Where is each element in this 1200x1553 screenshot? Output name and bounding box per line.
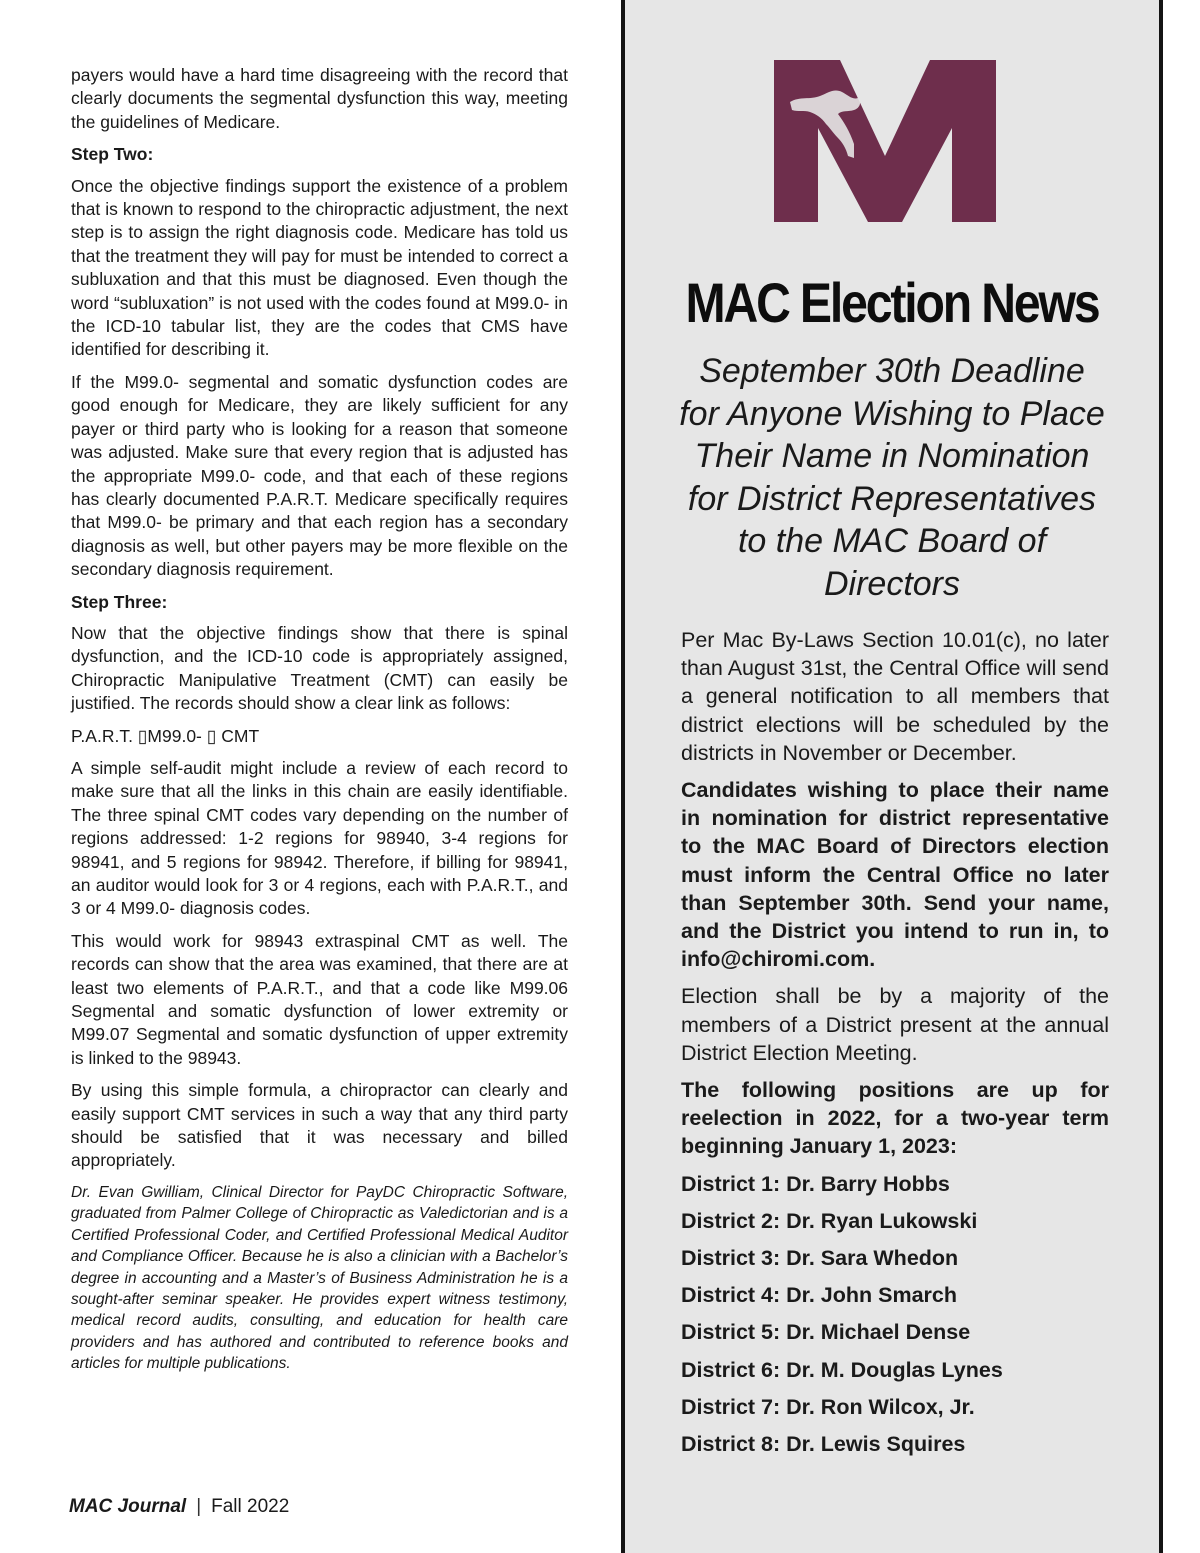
sidebar-paragraph: Election shall be by a majority of the members of a District present at the annual District Election Meeting. — [681, 984, 1109, 1065]
article-paragraph: Once the objective findings support the existence of a problem that is known to respond to the chiropractic adjustment, the next step is to assign the right diagnosis code. Medicare has told us that the treatment they will pay for must be intended to correct a subluxation and that this must be diagnosed. Even though the word “subluxation” is not used with the codes found at M99.0- in the ICD-10 tabular list, they are the codes that CMS have identified for describing it. — [71, 175, 568, 360]
district-item: District 3: Dr. Sara Whedon — [681, 1246, 959, 1271]
district-item: District 6: Dr. M. Douglas Lynes — [681, 1357, 1003, 1382]
district-item: District 7: Dr. Ron Wilcox, Jr. — [681, 1394, 975, 1419]
candidate-instructions: Candidates wishing to place their name in nomination for district representative to the MAC Board of Directors election must inform the Central Office no later than September 30th. Send your name, and the District you intend to run in, to info@chiromi.com. — [681, 778, 1109, 972]
article-paragraph-intro: payers would have a hard time disagreeing with the record that clearly documents the segmental dysfunction this way, meeting the guidelines of Medicare. — [71, 65, 568, 132]
step-two-heading: Step Two: — [71, 144, 154, 165]
page-footer — [69, 1496, 289, 1518]
sidebar-body — [681, 626, 1109, 1467]
article-paragraph: This would work for 98943 extraspinal CMT as well. The records can show that the area was examined, that there are at least two elements of P.A.R.T., and that a code like M99.06 Segmental and somatic dysfunction of lower extremity or M99.07 Segmental and somatic dysfunction of upper extremity is linked to the 98943. — [71, 930, 568, 1068]
district-item: District 8: Dr. Lewis Squires — [681, 1432, 966, 1457]
step-three-heading: Step Three: — [71, 591, 168, 612]
sidebar-subtitle: September 30th Deadline for Anyone Wishing to Place Their Name in Nomination for District Representatives to the MAC Board of Directors — [679, 352, 1105, 603]
district-item: District 1: Dr. Barry Hobbs — [681, 1171, 950, 1196]
mac-logo-icon — [770, 58, 1000, 224]
district-item: District 5: Dr. Michael Dense — [681, 1320, 971, 1345]
article-paragraph: A simple self-audit might include a review of each record to make sure that all the links in this chain are easily identifiable. The three spinal CMT codes vary depending on the number of regions addressed: 1-2 regions for 98940, 3-4 regions for 98941, and 5 regions for 98942. Therefore, if billing for 98941, an auditor would look for 3 or 4 regions, each with P.A.R.T., and 3 or 4 M99.0- diagnosis codes. — [71, 757, 568, 919]
link-chain: P.A.R.T. ▯M99.0- ▯ CMT — [71, 725, 260, 746]
footer-separator: | — [196, 1496, 202, 1517]
district-item: District 2: Dr. Ryan Lukowski — [681, 1208, 978, 1233]
sidebar-paragraph: Per Mac By-Laws Section 10.01(c), no later than August 31st, the Central Office will send a general notification to all members that district elections will be scheduled by the districts in November or December. — [681, 628, 1109, 765]
author-bio: Dr. Evan Gwilliam, Clinical Director for PayDC Chiropractic Software, graduated from Palmer College of Chiropractic as Valedictorian and is a Certified Professional Coder, and Certified Professional Medical Auditor and Compliance Officer. Because he is also a clinician with a Bachelor’s degree in accounting and a Master’s of Business Administration he is a sought-after seminar speaker. He provides expert witness testimony, medical record audits, consulting, and education for health care providers and has authored and contributed to reference books and articles for multiple publications. — [71, 1183, 568, 1373]
positions-intro: The following positions are up for reelection in 2022, for a two-year term beginning January 1, 2023: — [681, 1078, 1109, 1159]
district-item: District 4: Dr. John Smarch — [681, 1283, 957, 1308]
issue-label: Fall 2022 — [211, 1496, 290, 1517]
magazine-name: MAC Journal — [69, 1496, 187, 1517]
article-paragraph: If the M99.0- segmental and somatic dysfunction codes are good enough for Medicare, they are likely sufficient for any payer or third party who is looking for a reason that someone was adjusted. Make sure that every region that is adjusted has the appropriate M99.0- code, and that each of these regions has clearly documented P.A.R.T. Medicare specifically requires that M99.0- be primary and that each region has a secondary diagnosis as well, but other payers may be more flexible on the secondary diagnosis requirement. — [71, 371, 568, 580]
article-column — [71, 64, 568, 1384]
article-paragraph: By using this simple formula, a chiropractor can clearly and easily support CMT services in such a way that any third party should be satisfied that it was necessary and billed appropriately. — [71, 1080, 568, 1171]
election-news-sidebar — [621, 0, 1163, 1553]
article-paragraph: Now that the objective findings show that there is spinal dysfunction, and the ICD-10 code is appropriately assigned, Chiropractic Manipulative Treatment (CMT) can easily be justified. The records should show a clear link as follows: — [71, 622, 568, 714]
sidebar-title: MAC Election News — [685, 271, 1099, 334]
